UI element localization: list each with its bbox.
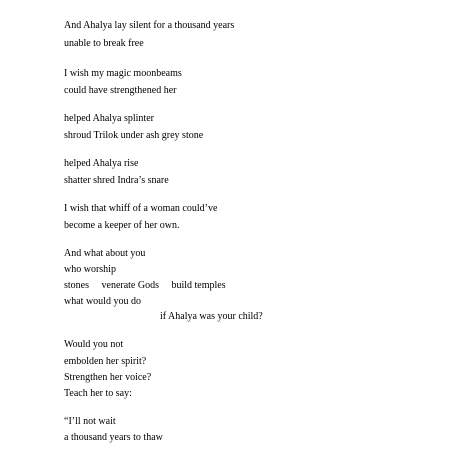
poem-line: helped Ahalya rise [64, 158, 139, 169]
poem-line: embolden her spirit? [64, 356, 147, 367]
poem-line: helped Ahalya splinter [64, 113, 154, 124]
poem-line: “I’ll not wait [64, 416, 116, 427]
poem-line: And what about you [64, 248, 146, 259]
poem-line: And Ahalya lay silent for a thousand years [64, 20, 235, 31]
poem-line: a thousand years to thaw [64, 432, 163, 443]
poem-line: I wish my magic moonbeams [64, 68, 182, 79]
poem-line: become a keeper of her own. [64, 220, 180, 231]
poem-line: I wish that whiff of a woman could’ve [64, 203, 218, 214]
poem-line: unable to break free [64, 38, 144, 49]
poem-line: what would you do [64, 296, 141, 307]
poem-line: stones venerate Gods build temples [64, 280, 226, 291]
poem-line: who worship [64, 264, 116, 275]
poem-line: could have strengthened her [64, 85, 177, 96]
poem-line: if Ahalya was your child? [160, 311, 263, 322]
poem-line: shroud Trilok under ash grey stone [64, 130, 204, 141]
poem-line: Would you not [64, 339, 124, 350]
poem-line: Teach her to say: [64, 388, 132, 399]
poem-line: shatter shred Indra’s snare [64, 175, 169, 186]
poem-line: Strengthen her voice? [64, 372, 152, 383]
